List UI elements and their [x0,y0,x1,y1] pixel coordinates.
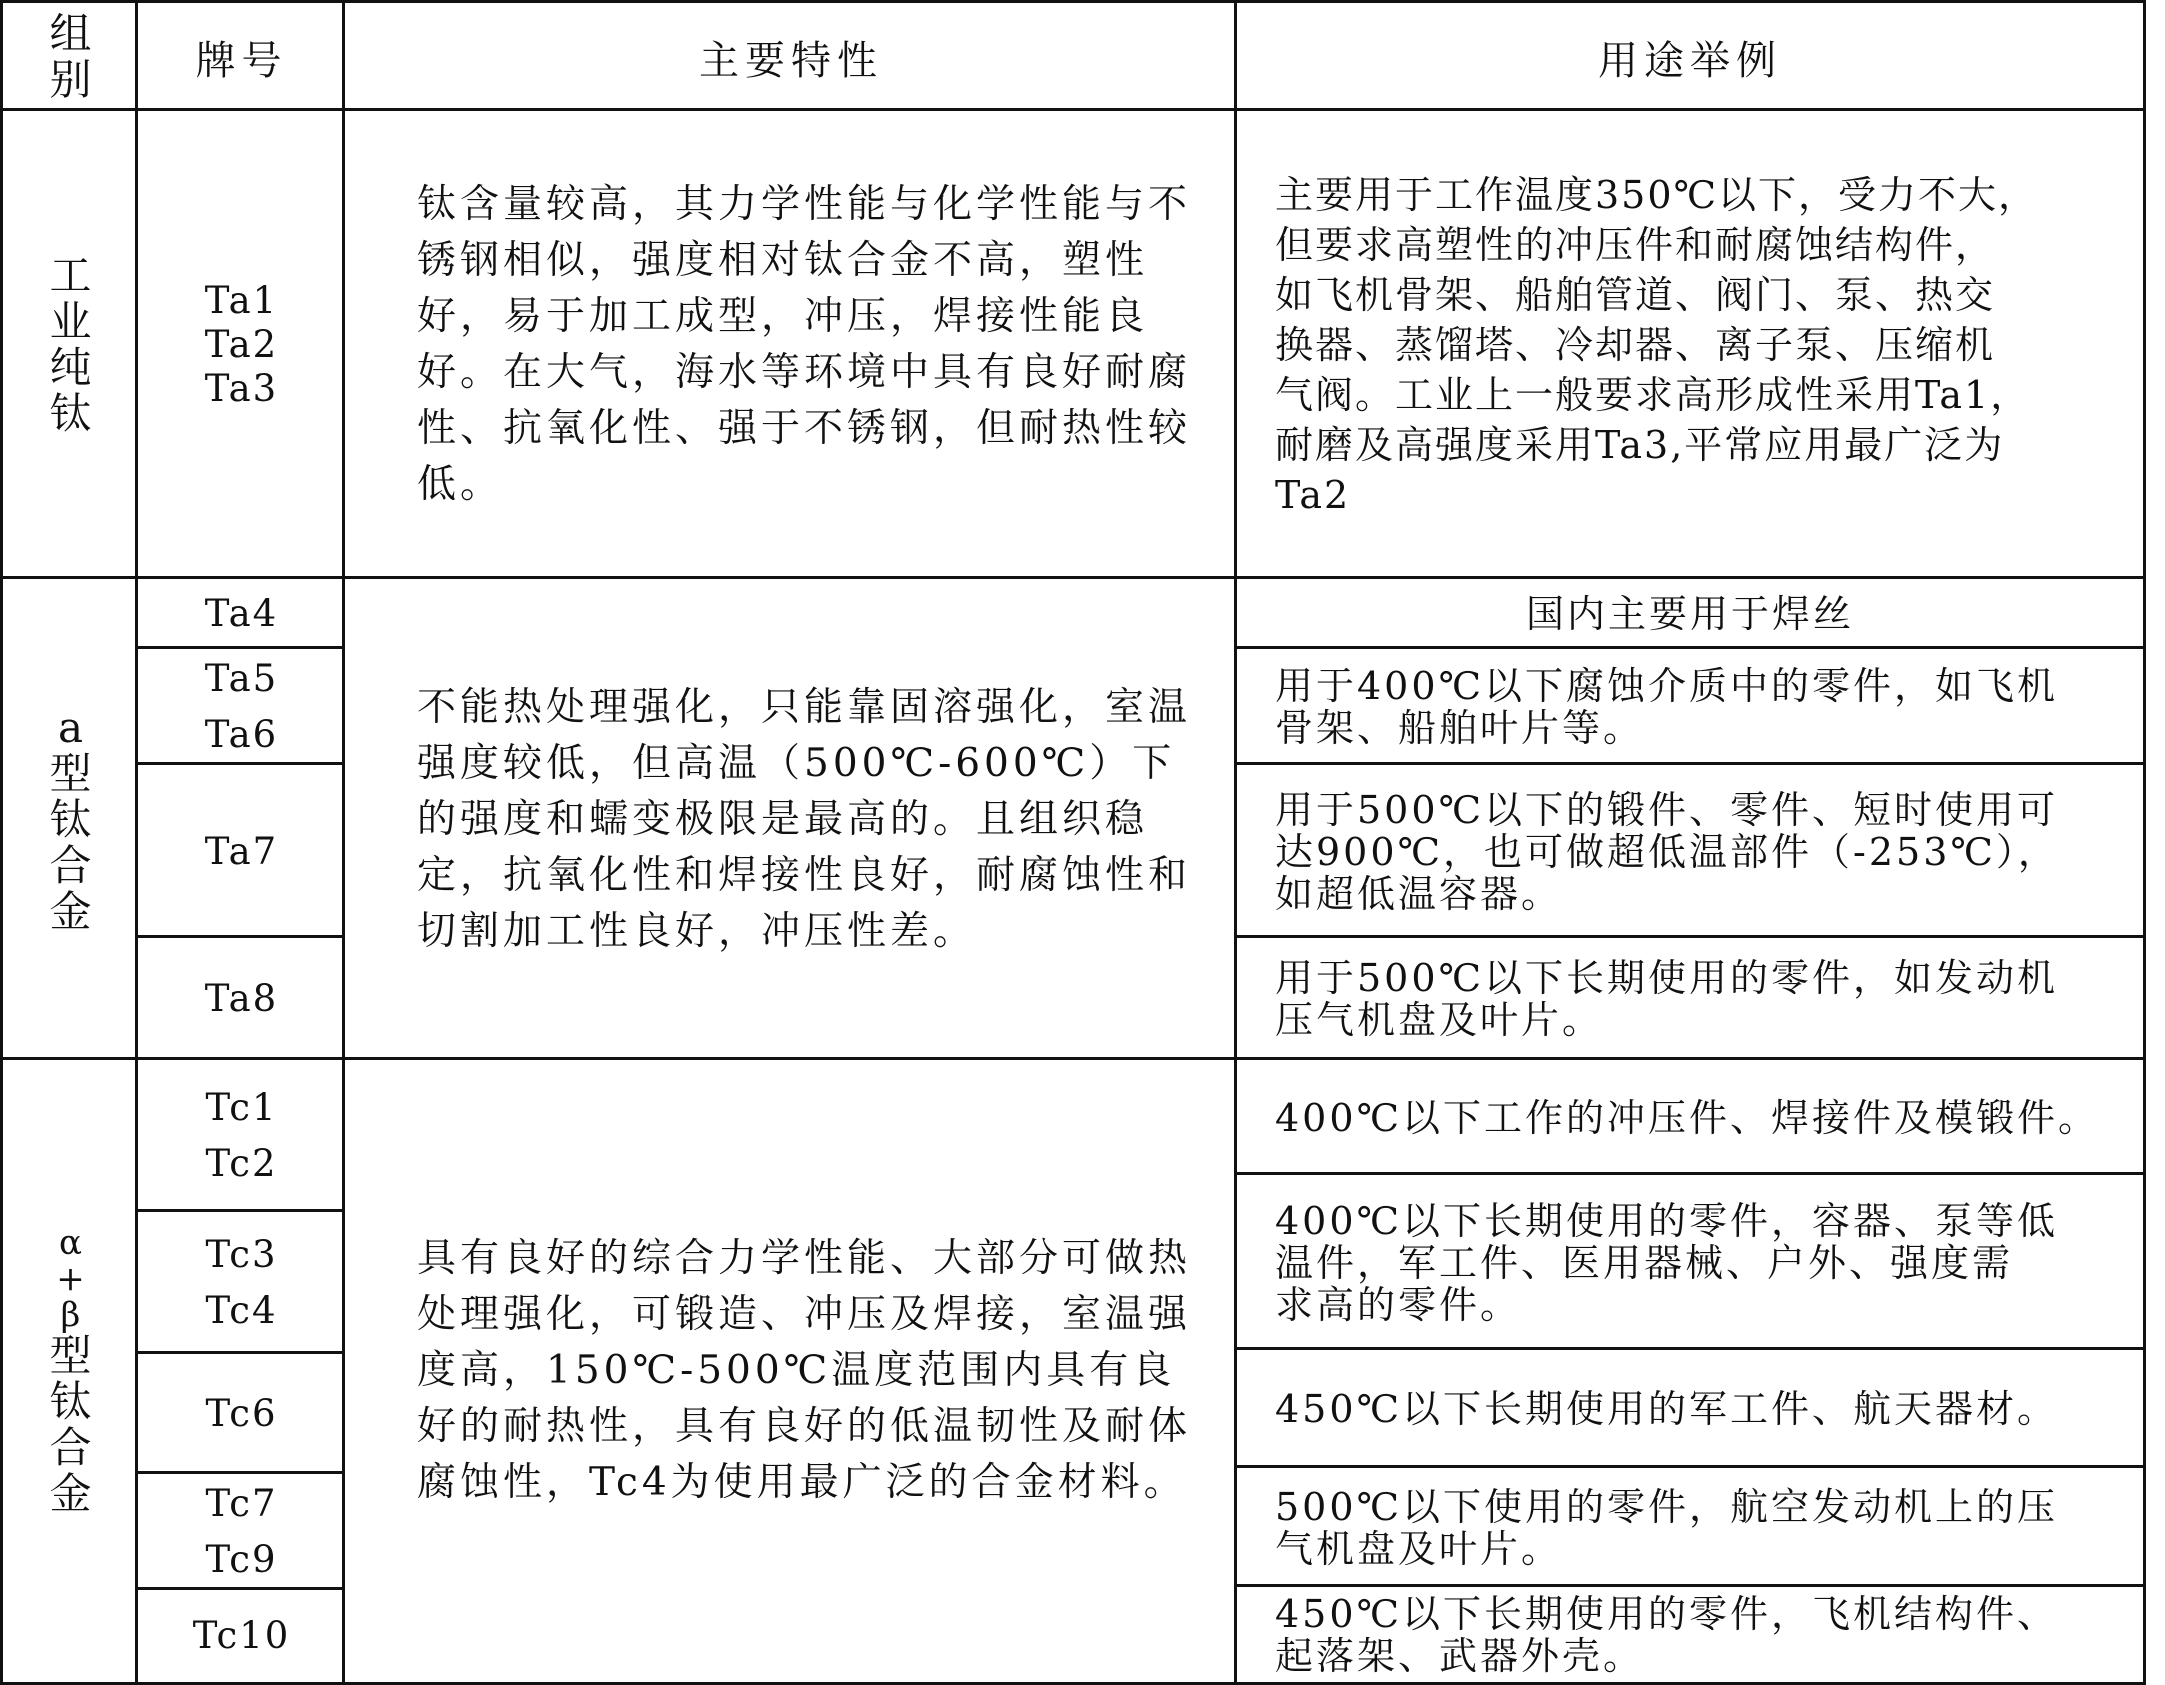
properties-pure-titanium: 钛含量较高，其力学性能与化学性能与不锈钢相似，强度相对钛合金不高，塑性好，易于加工成型，冲压，焊接性能良好。在大气，海水等环境中具有良好耐腐性、抗氧化性、强于不锈钢，但耐热性较低。 [417,182,1192,507]
header-grade: 牌号 [195,37,288,84]
row-divider-group2 [0,1057,2146,1060]
header-properties: 主要特性 [699,37,883,84]
properties-alpha-beta-titanium-alloy: 具有良好的综合力学性能、大部分可做热处理强化，可锻造、冲压及焊接，室温强度高，150℃-500℃温度范围内具有良好的耐热性，具有良好的低温韧性及耐体腐蚀性，Tc4为使用最广泛的合金材料。 [417,1236,1192,1505]
alpha-symbol: a [57,702,84,752]
use-ta1-ta3: 主要用于工作温度350℃以下，受力不大， 但要求高塑性的冲压件和耐腐蚀结构件， 如飞机骨架、船舶管道、阀门、泵、热交 换器、蒸馏塔、冷却器、离子泵、压缩机 气阀。工业上一般要求高形成性采用Ta1， 耐磨及高强度采用Ta3,平常应用最广泛为 Ta2 [1275,173,2039,517]
grade-divider-e [135,1351,345,1354]
grade-ta5-ta6: Ta5 Ta6 [204,657,279,756]
header-uses: 用途举例 [1598,37,1782,84]
group-name-alpha-beta-titanium-alloy [3,1060,138,1682]
use-divider-f [1234,1465,2146,1468]
use-divider-a [1234,646,2146,649]
alpha-group-label: 型 钛 合 金 [49,748,92,936]
border-top [0,0,2146,3]
use-tc6: 450℃以下长期使用的军工件、航天器材。 [1275,1387,2059,1431]
use-ta4: 国内主要用于焊丝 [1525,592,1854,636]
use-divider-b [1234,762,2146,765]
use-tc1-tc2: 400℃以下工作的冲压件、焊接件及模锻件。 [1275,1095,2100,1140]
grade-tc6: Tc6 [205,1392,278,1435]
grade-divider-a [135,646,345,649]
grade-divider-g [135,1587,345,1590]
alpha-beta-group-label: 型 钛 合 金 [49,1331,92,1518]
use-divider-g [1234,1584,2146,1587]
grade-divider-b [135,762,345,765]
border-right [2143,0,2146,1685]
grade-tc3-tc4: Tc3 Tc4 [205,1233,278,1332]
use-divider-c [1234,935,2146,938]
grade-tc10: Tc10 [192,1614,291,1657]
group-name-pure-titanium: 工 业 纯 钛 [49,251,92,438]
col-divider-1 [135,0,138,1685]
row-divider-group1 [0,576,2146,579]
grade-divider-c [135,935,345,938]
row-divider-header [0,108,2146,111]
group-name-alpha-titanium-alloy [3,579,138,1060]
use-tc10: 450℃以下长期使用的零件，飞机结构件、 起落架、武器外壳。 [1275,1591,2059,1678]
use-divider-e [1234,1347,2146,1350]
grade-ta4: Ta4 [204,592,279,635]
header-group: 组 别 [49,9,92,104]
grade-tc1-tc2: Tc1 Tc2 [205,1086,278,1185]
col-divider-3 [1234,0,1237,1685]
grade-ta8: Ta8 [204,977,279,1020]
grade-tc7-tc9: Tc7 Tc9 [205,1482,278,1581]
grade-divider-f [135,1471,345,1474]
use-ta7: 用于500℃以下的锻件、零件、短时使用可 达900℃，也可做超低温部件（-253℃）， 如超低温容器。 [1275,787,2059,916]
properties-alpha-titanium-alloy: 不能热处理强化，只能靠固溶强化，室温强度较低，但高温（500℃-600℃）下的强度和蠕变极限是最高的。且组织稳定，抗氧化性和焊接性良好，耐腐蚀性和切割加工性良好，冲压性差。 [417,684,1192,954]
use-divider-d [1234,1172,2146,1175]
grade-divider-d [135,1209,345,1212]
use-ta5-ta6: 用于400℃以下腐蚀介质中的零件，如飞机 骨架、船舶叶片等。 [1275,664,2059,750]
use-tc7-tc9: 500℃以下使用的零件，航空发动机上的压 气机盘及叶片。 [1275,1484,2059,1571]
border-left [0,0,3,1685]
grade-ta7: Ta7 [204,829,279,873]
use-tc3-tc4: 400℃以下长期使用的零件，容器、泵等低 温件，军工件、医用器械、户外、强度需 求高的零件。 [1275,1198,2059,1327]
col-divider-2 [342,0,345,1685]
use-ta8: 用于500℃以下长期使用的零件，如发动机 压气机盘及叶片。 [1275,956,2059,1042]
grade-ta1-ta3: Ta1 Ta2 Ta3 [204,279,279,410]
alpha-beta-symbol: α + β [56,1223,85,1335]
